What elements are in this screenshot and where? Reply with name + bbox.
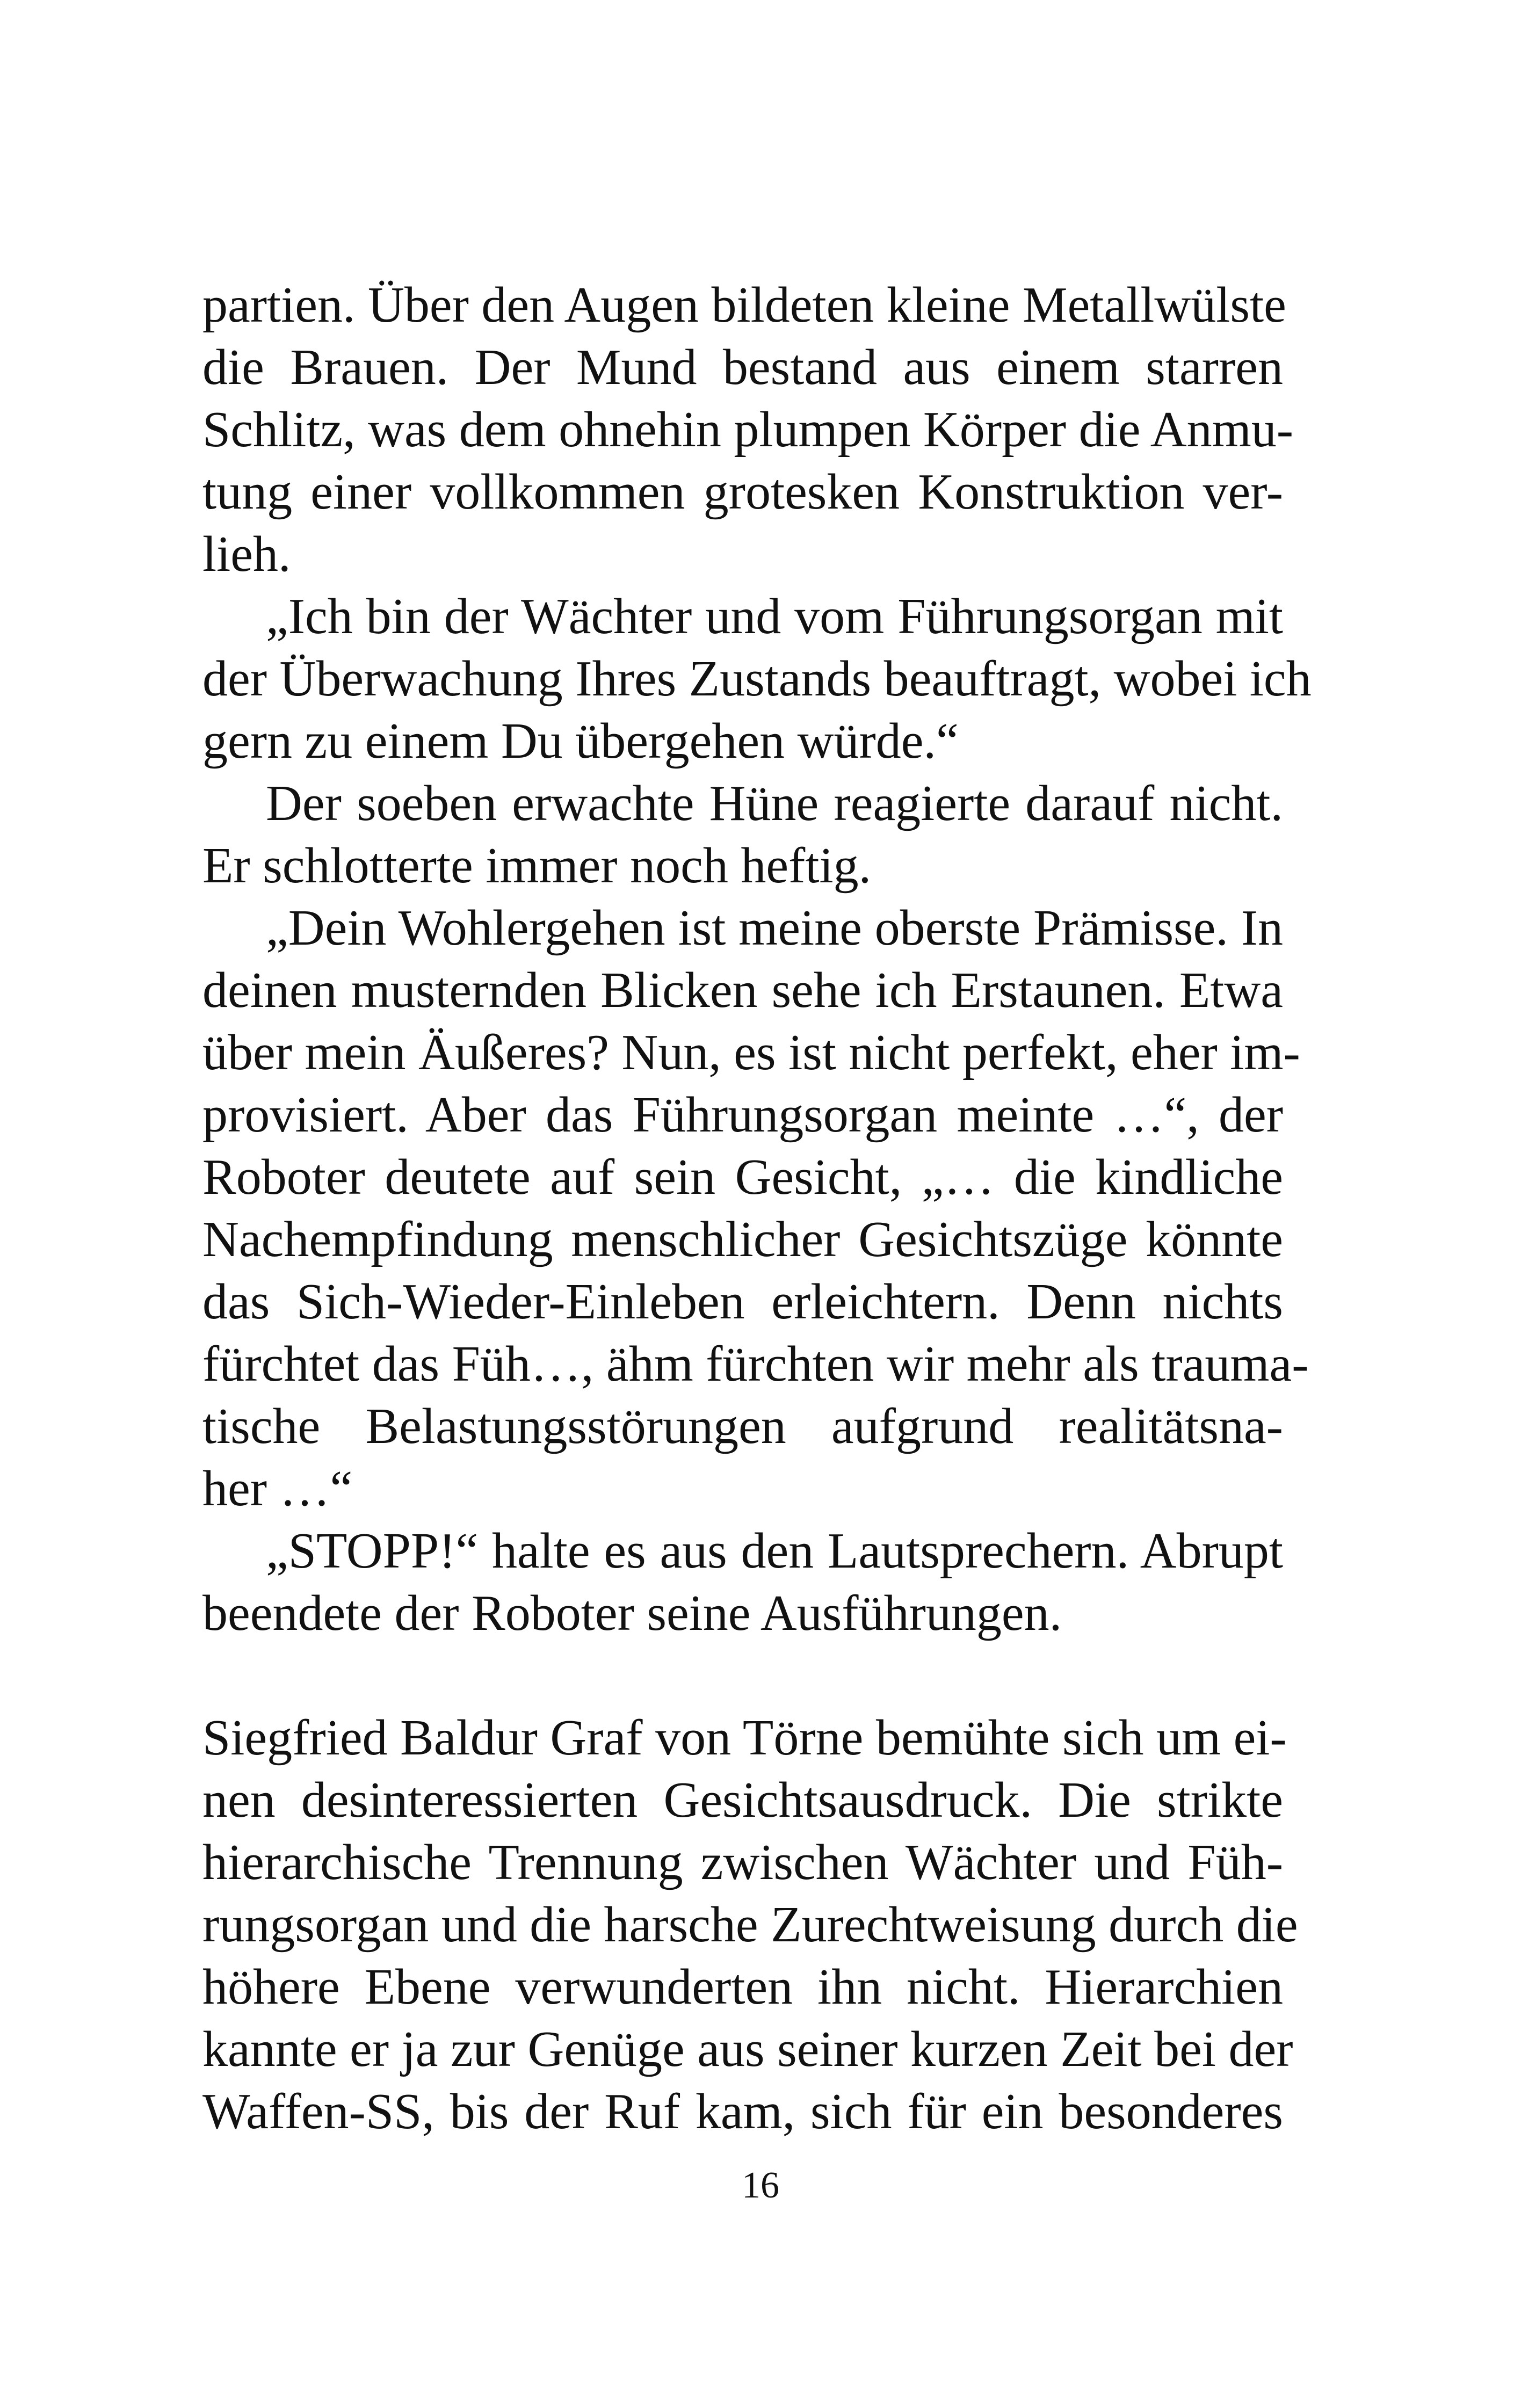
text-line: lieh.	[202, 526, 291, 582]
paragraph-gap	[202, 1644, 1283, 1707]
text-line: provisiert. Aber das Führungsorgan meinte …“, der	[202, 1087, 1283, 1143]
text-line: kannte er ja zur Genüge aus seiner kurzen Zeit bei der	[202, 2021, 1293, 2077]
text-line: hierarchische Trennung zwischen Wächter und Füh-	[202, 1834, 1283, 1890]
text-line: Waffen-SS, bis der Ruf kam, sich für ein besonderes	[202, 2084, 1283, 2139]
text-line: Roboter deutete auf sein Gesicht, „… die kindliche	[202, 1149, 1283, 1205]
text-line: deinen musternden Blicken sehe ich Erstaunen. Etwa	[202, 962, 1283, 1018]
text-line: die Brauen. Der Mund bestand aus einem starren	[202, 339, 1283, 395]
text-line: höhere Ebene verwunderten ihn nicht. Hierarchien	[202, 1959, 1283, 2015]
text-line: Schlitz, was dem ohnehin plumpen Körper die Anmu-	[202, 402, 1294, 458]
text-line: gern zu einem Du übergehen würde.“	[202, 713, 959, 769]
text-line: beendete der Roboter seine Ausführungen.	[202, 1585, 1062, 1641]
text-line: über mein Äußeres? Nun, es ist nicht perfekt, eher im-	[202, 1025, 1300, 1080]
text-line: Der soeben erwachte Hüne reagierte darauf nicht.	[266, 775, 1283, 831]
text-line: nen desinteressierten Gesichtsausdruck. Die strikte	[202, 1772, 1283, 1828]
paragraph	[202, 1707, 1298, 2143]
text-line: tung einer vollkommen grotesken Konstruktion ver-	[202, 464, 1283, 520]
text-line: fürchtet das Füh…, ähm fürchten wir mehr als trauma-	[202, 1336, 1309, 1392]
body-text	[202, 274, 1312, 2143]
text-line: partien. Über den Augen bildeten kleine Metallwülste	[202, 277, 1286, 333]
text-line: „STOPP!“ halte es aus den Lautsprechern. Abrupt	[266, 1523, 1283, 1579]
text-line: her …“	[202, 1461, 353, 1517]
text-line: Nachempfindung menschlicher Gesichtszüge könnte	[202, 1212, 1283, 1267]
page-number: 16	[742, 2165, 779, 2206]
text-line: Siegfried Baldur Graf von Törne bemühte sich um ei-	[202, 1710, 1287, 1766]
text-line: „Dein Wohlergehen ist meine oberste Prämisse. In	[266, 900, 1283, 956]
paragraph	[202, 585, 1312, 772]
paragraph	[202, 897, 1309, 1520]
text-line: der Überwachung Ihres Zustands beauftragt, wobei ich	[202, 651, 1312, 707]
paragraph	[202, 1520, 1283, 1644]
paragraph	[202, 274, 1294, 585]
text-line: Er schlotterte immer noch heftig.	[202, 838, 872, 894]
paragraph	[202, 772, 1283, 897]
text-line: „Ich bin der Wächter und vom Führungsorgan mit	[266, 589, 1283, 644]
text-line: das Sich-Wieder-Einleben erleichtern. Denn nichts	[202, 1274, 1283, 1330]
text-line: tische Belastungsstörungen aufgrund realitätsna-	[202, 1398, 1283, 1454]
text-line: rungsorgan und die harsche Zurechtweisung durch die	[202, 1897, 1298, 1953]
